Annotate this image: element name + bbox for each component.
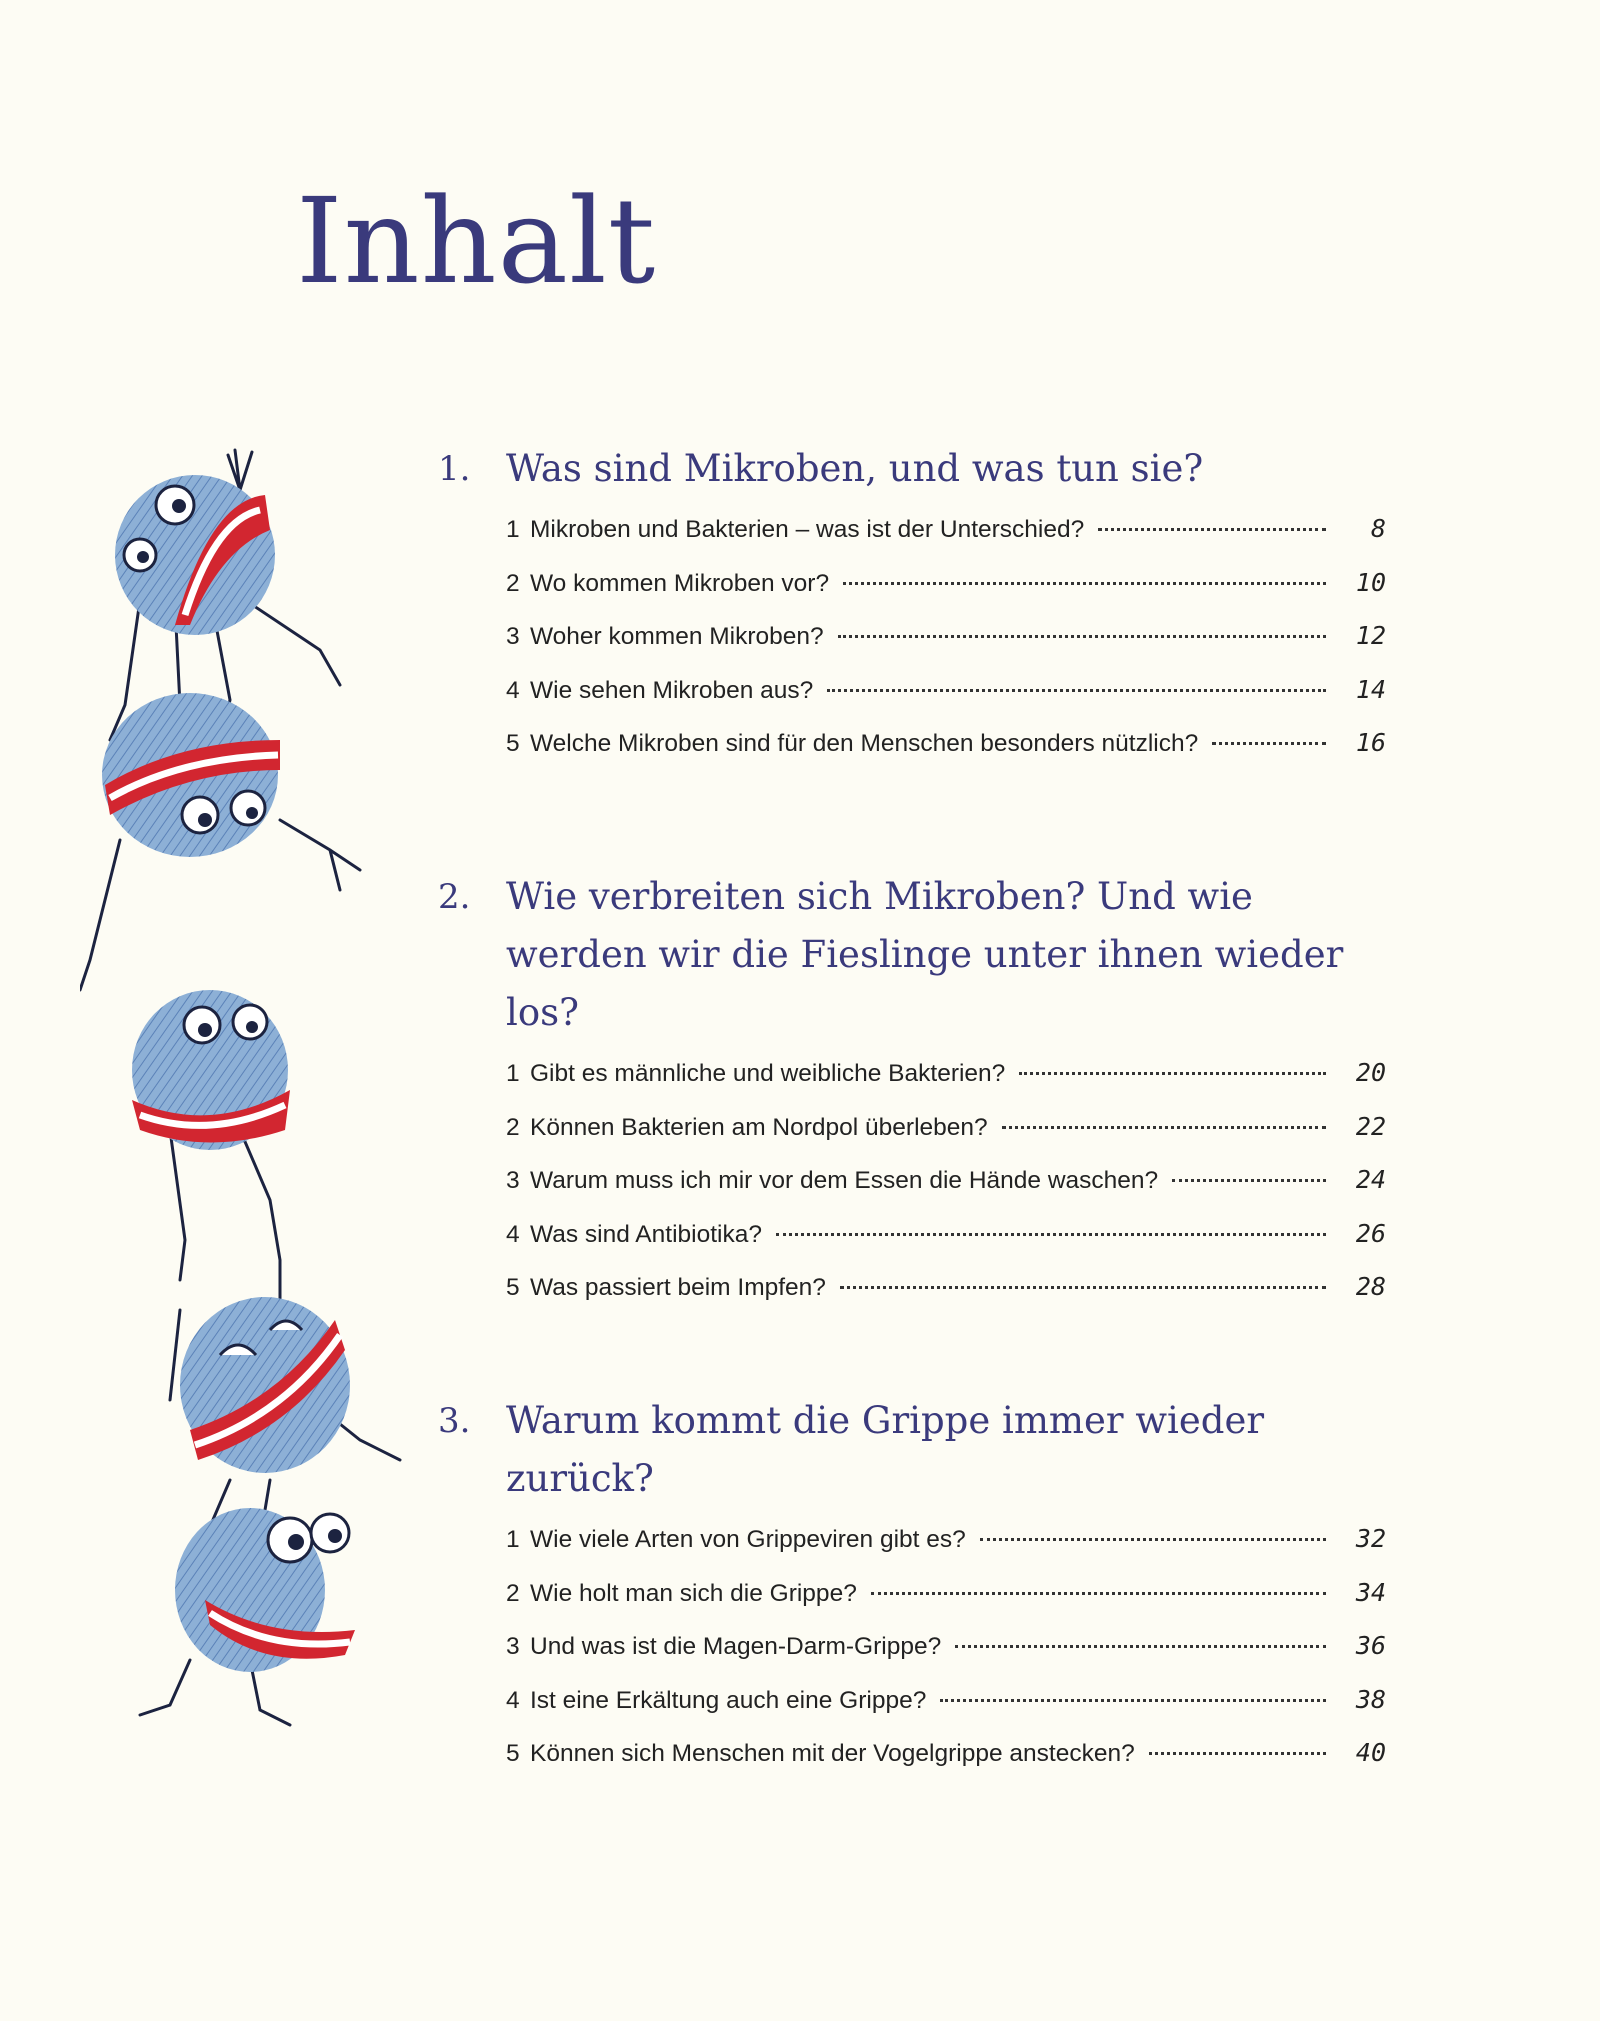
dot-leader (1172, 1179, 1326, 1182)
dot-leader (1002, 1126, 1326, 1129)
entry-number: 3 (506, 1633, 520, 1660)
entry-page-number: 10 (1355, 567, 1386, 597)
entry-number: 4 (506, 1686, 520, 1714)
toc-entry[interactable] (506, 1685, 1386, 1739)
entry-title: Warum muss ich mir vor dem Essen die Hände waschen? (530, 1167, 1159, 1194)
entry-page-number: 34 (1355, 1577, 1386, 1607)
entry-page-number: 26 (1355, 1218, 1386, 1248)
entry-title: Woher kommen Mikroben? (530, 623, 824, 650)
chapter-title[interactable]: Warum kommt die Grippe immer wieder zurück? (506, 1399, 1265, 1500)
toc-entry[interactable] (506, 1112, 1386, 1166)
entry-number: 1 (506, 516, 520, 543)
entry-page-number: 24 (1355, 1165, 1386, 1194)
entry-number: 2 (506, 1113, 520, 1141)
dot-leader (1019, 1072, 1326, 1075)
dot-leader (827, 689, 1326, 692)
toc-entry[interactable] (506, 514, 1386, 568)
microbe-character-4 (180, 1297, 350, 1473)
toc-entry[interactable] (506, 1524, 1386, 1578)
microbe-character-2 (102, 693, 280, 857)
chapter-entries (506, 1524, 1386, 1792)
entry-page-number: 40 (1355, 1738, 1386, 1767)
entry-page-number: 14 (1355, 674, 1386, 704)
chapter-2 (438, 868, 1388, 1326)
microbe-stack-illustration (80, 440, 420, 1740)
chapter-3 (438, 1392, 1388, 1792)
page-title: Inhalt (296, 172, 657, 310)
entry-page-number: 12 (1355, 621, 1386, 650)
toc-entry[interactable] (506, 621, 1386, 675)
entry-title: Wie viele Arten von Grippeviren gibt es? (530, 1526, 966, 1553)
chapter-title[interactable]: Was sind Mikroben, und was tun sie? (506, 447, 1204, 490)
chapter-number: 3. (438, 1401, 471, 1441)
toc-entry[interactable] (506, 1165, 1386, 1219)
entry-number: 1 (506, 1526, 520, 1553)
dot-leader (838, 635, 1326, 638)
entry-title: Und was ist die Magen-Darm-Grippe? (530, 1633, 942, 1660)
entry-number: 1 (506, 1060, 520, 1087)
microbe-character-5 (175, 1508, 355, 1672)
dot-leader (776, 1233, 1326, 1236)
toc-entry[interactable] (506, 1058, 1386, 1112)
entry-title: Wo kommen Mikroben vor? (530, 569, 830, 597)
entry-page-number: 16 (1355, 728, 1386, 757)
chapter-number: 1. (438, 449, 471, 489)
entry-number: 5 (506, 1274, 520, 1301)
chapter-number: 2. (438, 877, 471, 917)
entry-page-number: 20 (1355, 1058, 1386, 1087)
dot-leader (1212, 742, 1326, 745)
toc-entry[interactable] (506, 1631, 1386, 1685)
entry-title: Was sind Antibiotika? (530, 1220, 762, 1248)
entry-page-number: 22 (1355, 1111, 1386, 1141)
entry-number: 2 (506, 1579, 520, 1607)
entry-page-number: 32 (1355, 1524, 1386, 1553)
entry-number: 4 (506, 676, 520, 704)
entry-page-number: 38 (1355, 1684, 1386, 1714)
chapter-1 (438, 440, 1388, 782)
entry-page-number: 8 (1370, 514, 1386, 543)
dot-leader (1098, 528, 1326, 531)
entry-title: Können sich Menschen mit der Vogelgrippe anstecken? (530, 1740, 1135, 1767)
entry-title: Wie sehen Mikroben aus? (530, 676, 814, 704)
toc-entry[interactable] (506, 1219, 1386, 1273)
entry-page-number: 36 (1355, 1631, 1386, 1660)
entry-title: Können Bakterien am Nordpol überleben? (530, 1113, 988, 1141)
toc-entry[interactable] (506, 728, 1386, 782)
toc-entry[interactable] (506, 1578, 1386, 1632)
chapter-entries (506, 514, 1386, 782)
entry-number: 5 (506, 1740, 520, 1767)
microbe-character-1 (115, 475, 275, 635)
toc-entry[interactable] (506, 568, 1386, 622)
chapter-entries (506, 1058, 1386, 1326)
entry-title: Mikroben und Bakterien – was ist der Unterschied? (530, 516, 1085, 543)
entry-title: Wie holt man sich die Grippe? (530, 1579, 857, 1607)
toc-entry[interactable] (506, 1738, 1386, 1792)
entry-number: 5 (506, 730, 520, 757)
dot-leader (980, 1538, 1326, 1541)
dot-leader (1149, 1752, 1326, 1755)
entry-number: 3 (506, 1167, 520, 1194)
entry-number: 2 (506, 569, 520, 597)
entry-title: Was passiert beim Impfen? (530, 1274, 826, 1301)
entry-title: Welche Mikroben sind für den Menschen besonders nützlich? (530, 730, 1199, 757)
toc-entry[interactable] (506, 675, 1386, 729)
entry-number: 3 (506, 623, 520, 650)
entry-page-number: 28 (1355, 1272, 1386, 1301)
toc-entry[interactable] (506, 1272, 1386, 1326)
dot-leader (871, 1592, 1326, 1595)
microbe-character-3 (132, 990, 290, 1150)
entry-title: Gibt es männliche und weibliche Bakterien? (530, 1060, 1006, 1087)
dot-leader (843, 582, 1326, 585)
entry-number: 4 (506, 1220, 520, 1248)
dot-leader (940, 1699, 1326, 1702)
chapter-title[interactable]: Wie verbreiten sich Mikroben? Und wie werden wir die Fieslinge unter ihnen wieder los? (506, 875, 1344, 1034)
entry-title: Ist eine Erkältung auch eine Grippe? (530, 1686, 927, 1714)
dot-leader (955, 1645, 1326, 1648)
dot-leader (840, 1286, 1326, 1289)
